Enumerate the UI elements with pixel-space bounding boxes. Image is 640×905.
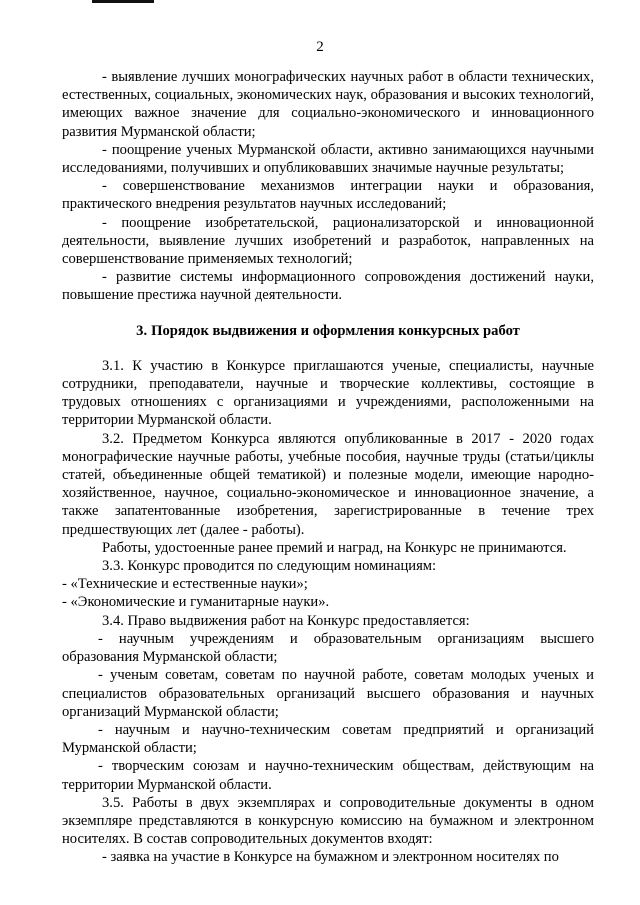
section-number: 3.: [136, 322, 148, 339]
paragraph-3-3: 3.3. Конкурс проводится по следующим номинациям:: [102, 558, 437, 575]
page-number: 2: [316, 39, 324, 55]
section-title: Порядок выдвижения и оформления конкурсных работ: [151, 322, 520, 339]
document-body: [62, 68, 594, 867]
intro-bullet: - поощрение ученых Мурманской области, активно занимающихся научными исследованиями, получивших и опубликовавших значимые научные результаты;: [62, 141, 594, 177]
paragraph-no-awards: Работы, удостоенные ранее премий и наград, на Конкурс не принимаются.: [102, 539, 567, 556]
nominator-item: - научным учреждениям и образовательным организациям высшего образования Мурманской области;: [62, 630, 594, 666]
intro-bullet: - совершенствование механизмов интеграции науки и образования, практического внедрения результатов научных исследований;: [62, 178, 594, 213]
paragraph-3-1: 3.1. К участию в Конкурсе приглашаются ученые, специалисты, научные сотрудники, преподаватели, научные и творческие коллективы, состоящие в трудовых отношениях с организациями и учреждениями, расположенными на территории Мурманской области.: [62, 357, 594, 429]
intro-bullet: - развитие системы информационного сопровождения достижений науки, повышение престижа научной деятельности.: [62, 269, 594, 304]
scan-edge-mark: [92, 0, 154, 3]
nomination-item: - «Экономические и гуманитарные науки».: [62, 594, 330, 611]
nominator-item: - научным и научно-техническим советам предприятий и организаций Мурманской области;: [62, 721, 594, 757]
intro-bullet: - выявление лучших монографических научных работ в области технических, естественных, социальных, экономических наук, образования и высоких технологий, имеющих важное значение для социально-экономического и инновационного развития Мурманской области;: [62, 69, 594, 140]
section-heading: [62, 322, 594, 340]
nomination-item: - «Технические и естественные науки»;: [62, 576, 308, 593]
nominator-item: - творческим союзам и научно-техническим обществам, действующим на территории Мурманской области.: [62, 758, 594, 793]
paragraph-3-5: 3.5. Работы в двух экземплярах и сопроводительные документы в одном экземпляре представляются в конкурсную комиссию на бумажном и электронном носителях. В состав сопроводительных документов входят:: [62, 794, 594, 848]
paragraph-3-2: 3.2. Предметом Конкурса являются опубликованные в 2017 - 2020 годах монографические научные работы, учебные пособия, научные труды (статьи/циклы статей, объединенные общей тематикой) и полезные модели, имеющие народно-хозяйственное, научное, социально-экономическое и инновационное значение, а также запатентованные изобретения, зарегистрированные в течение трех предшествующих лет (далее - работы).: [62, 430, 594, 538]
nominator-item: - ученым советам, советам по научной работе, советам молодых ученых и специалистов образовательных организаций высшего образования и научных организаций Мурманской области;: [62, 667, 594, 720]
intro-bullet: - поощрение изобретательской, рационализаторской и инновационной деятельности, выявление лучших изобретений и разработок, направленных на совершенствование применяемых технологий;: [62, 214, 594, 268]
paragraph-3-4: 3.4. Право выдвижения работ на Конкурс предоставляется:: [102, 612, 470, 629]
document-item: - заявка на участие в Конкурсе на бумажном и электронном носителях по: [102, 849, 559, 866]
